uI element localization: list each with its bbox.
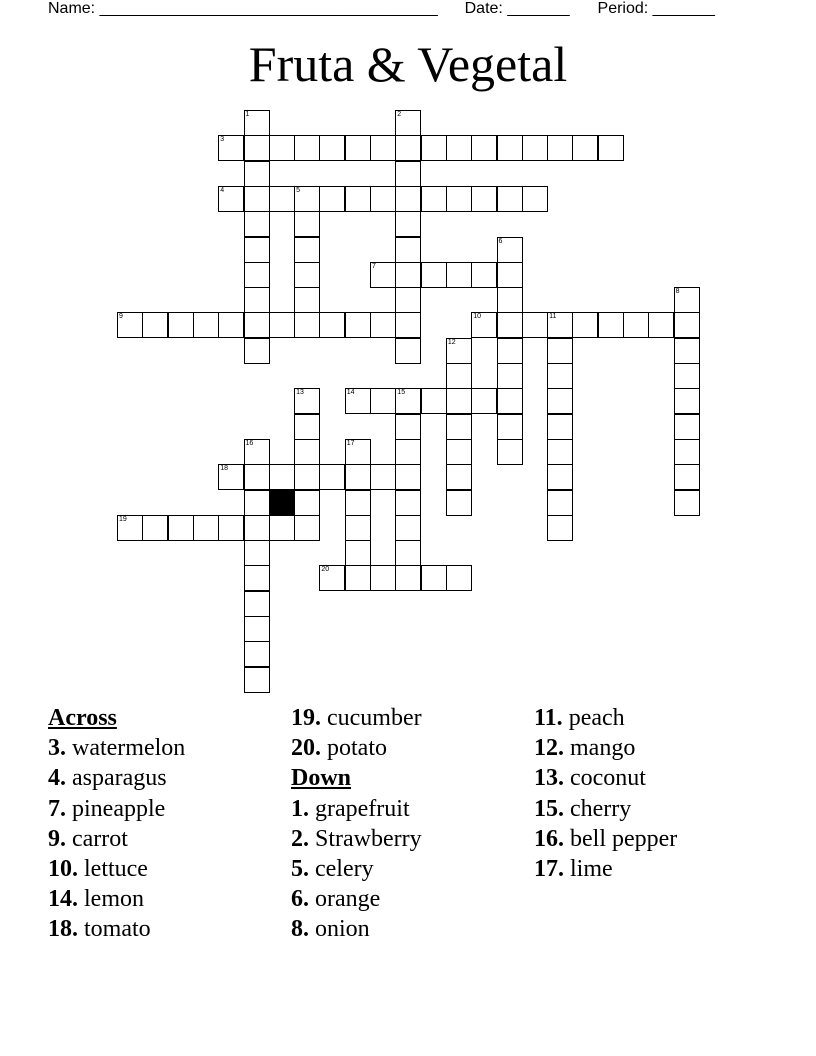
crossword-cell[interactable] xyxy=(319,135,345,161)
crossword-cell[interactable] xyxy=(421,135,447,161)
crossword-cell[interactable] xyxy=(395,464,421,490)
crossword-cell[interactable] xyxy=(421,565,447,591)
crossword-cell[interactable] xyxy=(395,439,421,465)
crossword-cell[interactable] xyxy=(244,287,270,313)
crossword-cell[interactable] xyxy=(446,439,472,465)
cell-number: 4 xyxy=(220,186,225,194)
crossword-cell[interactable] xyxy=(497,312,523,338)
crossword-cell[interactable] xyxy=(244,161,270,187)
crossword-cell[interactable] xyxy=(269,464,295,490)
crossword-cell[interactable] xyxy=(244,338,270,364)
crossword-cell[interactable] xyxy=(446,338,472,364)
crossword-cell[interactable] xyxy=(193,312,219,338)
cell-number: 5 xyxy=(296,186,300,194)
clue-item: 7. pineapple xyxy=(48,795,166,822)
crossword-cell[interactable] xyxy=(547,363,573,389)
crossword-cell[interactable] xyxy=(497,237,523,263)
crossword-cell[interactable] xyxy=(294,135,320,161)
crossword-cell[interactable] xyxy=(471,262,497,288)
crossword-cell[interactable] xyxy=(370,135,396,161)
crossword-cell[interactable] xyxy=(319,312,345,338)
cell-number: 6 xyxy=(498,237,503,245)
crossword-cell[interactable] xyxy=(294,262,320,288)
student-info-line xyxy=(48,0,768,20)
crossword-cell[interactable] xyxy=(497,363,523,389)
crossword-cell[interactable] xyxy=(319,565,345,591)
crossword-cell[interactable] xyxy=(370,186,396,212)
clue-item: 14. lemon xyxy=(48,886,144,913)
crossword-cell[interactable] xyxy=(395,388,421,414)
crossword-cell[interactable] xyxy=(117,312,143,338)
clue-item: 20. potato xyxy=(291,735,387,762)
shaded-cell xyxy=(269,490,295,516)
crossword-cell[interactable] xyxy=(244,262,270,288)
crossword-cell[interactable] xyxy=(395,135,421,161)
crossword-cell[interactable] xyxy=(269,186,295,212)
crossword-cell[interactable] xyxy=(294,414,320,440)
cell-number: 20 xyxy=(321,566,330,574)
crossword-cell[interactable] xyxy=(446,388,472,414)
cell-number: 8 xyxy=(675,288,680,296)
crossword-cell[interactable] xyxy=(471,388,497,414)
crossword-cell[interactable] xyxy=(395,565,421,591)
clue-column-3 xyxy=(534,703,677,884)
crossword-cell[interactable] xyxy=(598,135,624,161)
crossword-cell[interactable] xyxy=(623,312,649,338)
crossword-cell[interactable] xyxy=(421,262,447,288)
cell-number: 11 xyxy=(549,313,557,321)
crossword-cell[interactable] xyxy=(446,464,472,490)
crossword-cell[interactable] xyxy=(674,464,700,490)
crossword-cell[interactable] xyxy=(244,237,270,263)
cell-number: 2 xyxy=(397,111,402,118)
crossword-cell[interactable] xyxy=(370,565,396,591)
crossword-cell[interactable] xyxy=(674,439,700,465)
clue-item: 3. watermelon xyxy=(48,735,186,762)
crossword-cell[interactable] xyxy=(547,388,573,414)
crossword-cell[interactable] xyxy=(547,439,573,465)
crossword-cell[interactable] xyxy=(244,439,270,465)
crossword-cell[interactable] xyxy=(395,515,421,541)
crossword-cell[interactable] xyxy=(395,262,421,288)
crossword-cell[interactable] xyxy=(674,414,700,440)
crossword-cell[interactable] xyxy=(572,135,598,161)
crossword-cell[interactable] xyxy=(370,388,396,414)
crossword-cell[interactable] xyxy=(117,515,143,541)
cell-number: 3 xyxy=(220,136,225,144)
cell-number: 7 xyxy=(372,262,376,270)
crossword-cell[interactable] xyxy=(497,388,523,414)
crossword-cell[interactable] xyxy=(294,211,320,237)
crossword-cell[interactable] xyxy=(497,186,523,212)
crossword-cell[interactable] xyxy=(497,135,523,161)
crossword-cell[interactable] xyxy=(294,515,320,541)
across-heading: Across xyxy=(48,705,117,731)
crossword-cell[interactable] xyxy=(421,388,447,414)
cell-number: 16 xyxy=(245,439,254,447)
crossword-cell[interactable] xyxy=(446,363,472,389)
period-field[interactable]: Period: _______ xyxy=(597,0,715,17)
crossword-cell[interactable] xyxy=(547,490,573,516)
crossword-cell[interactable] xyxy=(446,565,472,591)
crossword-cell[interactable] xyxy=(471,186,497,212)
crossword-cell[interactable] xyxy=(547,135,573,161)
crossword-cell[interactable] xyxy=(345,312,371,338)
page-title: Fruta & Vegetal xyxy=(248,36,568,92)
crossword-cell[interactable] xyxy=(345,388,371,414)
clue-item: 17. lime xyxy=(534,856,613,883)
cell-number: 14 xyxy=(346,389,355,397)
clue-item: 4. asparagus xyxy=(48,765,167,792)
crossword-cell[interactable] xyxy=(244,464,270,490)
crossword-cell[interactable] xyxy=(395,161,421,187)
clue-item: 19. cucumber xyxy=(291,705,422,731)
name-field[interactable]: Name: ______________________________________ xyxy=(48,0,438,17)
down-heading: Down xyxy=(291,765,352,792)
clue-item: 18. tomato xyxy=(48,916,151,943)
clue-item: 15. cherry xyxy=(534,795,632,822)
crossword-cell[interactable] xyxy=(168,312,194,338)
crossword-cell[interactable] xyxy=(244,667,270,693)
cell-number: 13 xyxy=(296,389,304,397)
crossword-cell[interactable] xyxy=(547,515,573,541)
crossword-cell[interactable] xyxy=(674,312,700,338)
crossword-cell[interactable] xyxy=(446,186,472,212)
crossword-cell[interactable] xyxy=(395,540,421,566)
crossword-cell[interactable] xyxy=(269,515,295,541)
clue-item: 8. onion xyxy=(291,916,370,943)
crossword-cell[interactable] xyxy=(572,312,598,338)
crossword-cell[interactable] xyxy=(294,439,320,465)
clue-item: 10. lettuce xyxy=(48,856,148,883)
clue-item: 9. carrot xyxy=(48,825,128,852)
crossword-cell[interactable] xyxy=(674,363,700,389)
crossword-cell[interactable] xyxy=(395,414,421,440)
crossword-cell[interactable] xyxy=(395,490,421,516)
cell-number: 9 xyxy=(119,313,123,321)
crossword-cell[interactable] xyxy=(370,312,396,338)
crossword-cell[interactable] xyxy=(395,110,421,136)
crossword-cell[interactable] xyxy=(319,186,345,212)
clue-item: 6. orange xyxy=(291,886,381,913)
crossword-cell[interactable] xyxy=(244,135,270,161)
crossword-cell[interactable] xyxy=(345,186,371,212)
crossword-cell[interactable] xyxy=(193,515,219,541)
crossword-cell[interactable] xyxy=(674,388,700,414)
crossword-cell[interactable] xyxy=(547,464,573,490)
crossword-cell[interactable] xyxy=(471,135,497,161)
crossword-cell[interactable] xyxy=(218,464,244,490)
clue-item: 2. Strawberry xyxy=(291,825,422,852)
clue-item: 13. coconut xyxy=(534,765,646,792)
crossword-cell[interactable] xyxy=(244,591,270,617)
crossword-cell[interactable] xyxy=(218,135,244,161)
cell-number: 10 xyxy=(473,313,481,321)
crossword-cell[interactable] xyxy=(345,540,371,566)
crossword-cell[interactable] xyxy=(218,312,244,338)
cell-number: 19 xyxy=(119,515,127,523)
crossword-cell[interactable] xyxy=(294,186,320,212)
crossword-cell[interactable] xyxy=(674,490,700,516)
crossword-cell[interactable] xyxy=(395,338,421,364)
crossword-cell[interactable] xyxy=(244,312,270,338)
crossword-cell[interactable] xyxy=(421,186,447,212)
cell-number: 18 xyxy=(220,465,228,473)
crossword-cell[interactable] xyxy=(598,312,624,338)
crossword-cell[interactable] xyxy=(345,439,371,465)
crossword-cell[interactable] xyxy=(446,414,472,440)
crossword-cell[interactable] xyxy=(395,287,421,313)
crossword-cell[interactable] xyxy=(294,312,320,338)
crossword-cell[interactable] xyxy=(244,186,270,212)
crossword-cell[interactable] xyxy=(446,262,472,288)
crossword-cell[interactable] xyxy=(244,515,270,541)
cell-number: 15 xyxy=(397,389,406,397)
crossword-cell[interactable] xyxy=(345,464,371,490)
crossword-cell[interactable] xyxy=(497,338,523,364)
date-field[interactable]: Date: _______ xyxy=(464,0,570,17)
crossword-cell[interactable] xyxy=(294,388,320,414)
crossword-cell[interactable] xyxy=(395,312,421,338)
crossword-cell[interactable] xyxy=(497,439,523,465)
crossword-cell[interactable] xyxy=(395,211,421,237)
crossword-cell[interactable] xyxy=(522,135,548,161)
crossword-cell[interactable] xyxy=(218,186,244,212)
crossword-cell[interactable] xyxy=(142,312,168,338)
crossword-cell[interactable] xyxy=(471,312,497,338)
crossword-cell[interactable] xyxy=(269,135,295,161)
crossword-cell[interactable] xyxy=(446,135,472,161)
clue-item: 12. mango xyxy=(534,735,636,762)
crossword-cell[interactable] xyxy=(345,565,371,591)
crossword-cell[interactable] xyxy=(395,186,421,212)
crossword-cell[interactable] xyxy=(244,490,270,516)
crossword-cell[interactable] xyxy=(547,338,573,364)
clue-item: 16. bell pepper xyxy=(534,825,678,852)
crossword-cell[interactable] xyxy=(294,490,320,516)
crossword-cell[interactable] xyxy=(497,287,523,313)
crossword-cell[interactable] xyxy=(497,414,523,440)
crossword-cell[interactable] xyxy=(522,312,548,338)
crossword-cell[interactable] xyxy=(142,515,168,541)
crossword-cell[interactable] xyxy=(674,338,700,364)
crossword-cell[interactable] xyxy=(244,540,270,566)
cell-number: 17 xyxy=(346,439,355,447)
crossword-cell[interactable] xyxy=(168,515,194,541)
crossword-cell[interactable] xyxy=(345,135,371,161)
crossword-cell[interactable] xyxy=(547,414,573,440)
cell-number: 12 xyxy=(447,338,456,346)
crossword-cell[interactable] xyxy=(395,237,421,263)
crossword-cell[interactable] xyxy=(674,287,700,313)
crossword-cell[interactable] xyxy=(345,490,371,516)
crossword-cell[interactable] xyxy=(294,287,320,313)
crossword-cell[interactable] xyxy=(244,110,270,136)
crossword-cell[interactable] xyxy=(497,262,523,288)
crossword-cell[interactable] xyxy=(446,490,472,516)
clue-item: 5. celery xyxy=(291,856,374,883)
crossword-cell[interactable] xyxy=(294,237,320,263)
crossword-cell[interactable] xyxy=(244,211,270,237)
crossword-cell[interactable] xyxy=(244,565,270,591)
crossword-cell[interactable] xyxy=(648,312,674,338)
clue-column-1 xyxy=(48,703,185,945)
clue-item: 1. grapefruit xyxy=(291,795,410,822)
crossword-cell[interactable] xyxy=(294,464,320,490)
crossword-cell[interactable] xyxy=(522,186,548,212)
crossword-cell[interactable] xyxy=(345,515,371,541)
crossword-cell[interactable] xyxy=(370,262,396,288)
crossword-cell[interactable] xyxy=(547,312,573,338)
cell-number: 1 xyxy=(245,111,250,118)
clue-item: 11. peach xyxy=(534,705,625,731)
crossword-cell[interactable] xyxy=(370,464,396,490)
crossword-cell[interactable] xyxy=(244,641,270,667)
crossword-cell[interactable] xyxy=(244,616,270,642)
crossword-cell[interactable] xyxy=(319,464,345,490)
crossword-cell[interactable] xyxy=(218,515,244,541)
clue-column-2 xyxy=(291,703,422,945)
crossword-cell[interactable] xyxy=(269,312,295,338)
